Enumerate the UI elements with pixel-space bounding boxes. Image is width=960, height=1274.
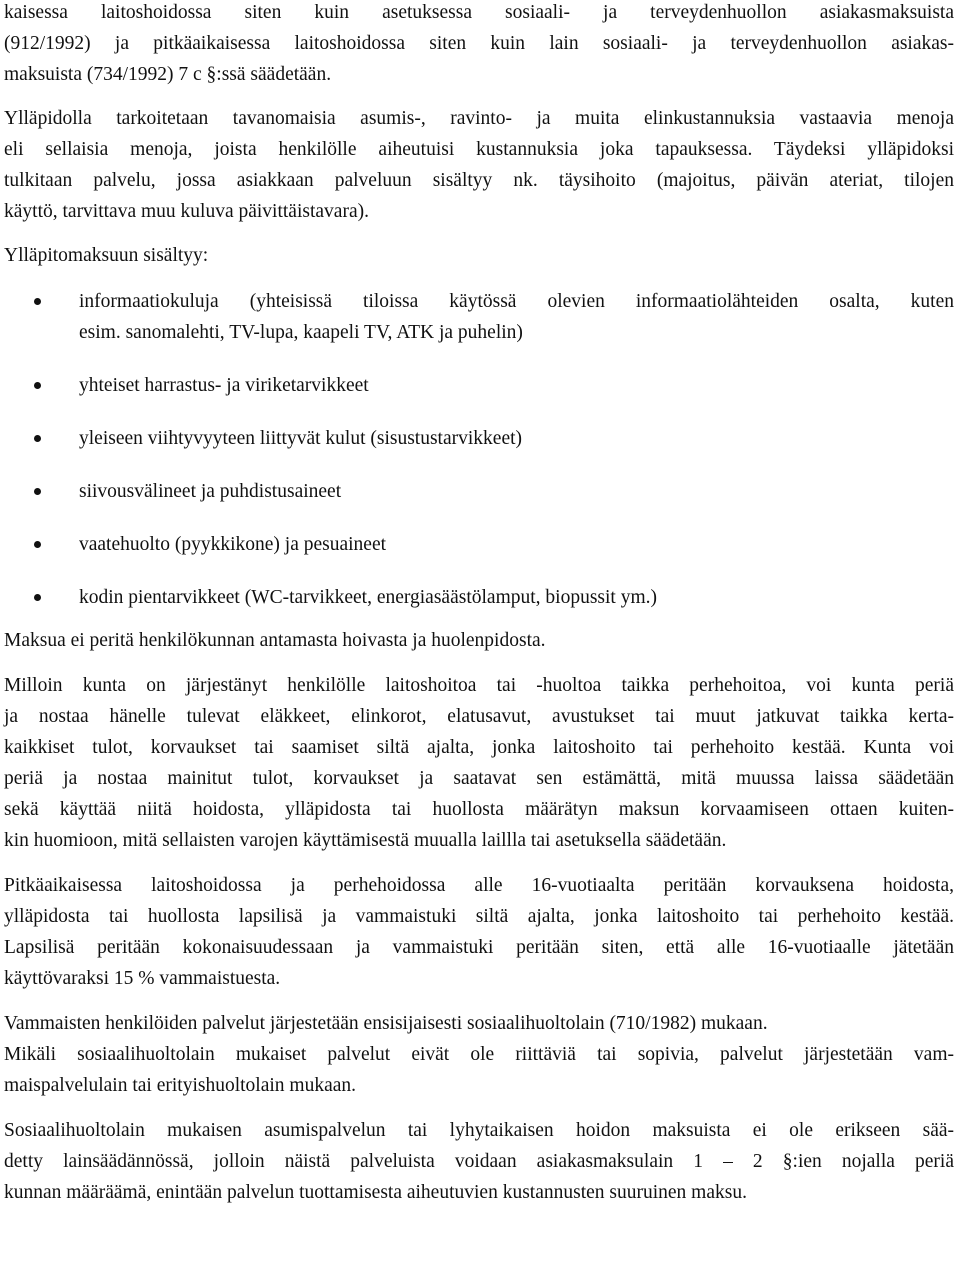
paragraph-municipality-income — [4, 670, 954, 856]
list-item — [4, 582, 954, 613]
text-line: Mikäli sosiaalihuoltolain mukaiset palvelut eivät ole riittäviä tai sopivia, palvelut järjestetään vam- — [4, 1044, 954, 1065]
text-line: maksuista (734/1992) 7 c §:ssä säädetään. — [4, 64, 332, 85]
text-line: ja nostaa hänelle tulevat eläkkeet, elinkorot, elatusavut, avustukset tai muut jatkuvat taikka kerta- — [4, 706, 954, 727]
list-item — [4, 529, 954, 560]
list-item-text: siivousvälineet ja puhdistusaineet — [79, 481, 342, 502]
paragraph-includes-heading — [4, 240, 954, 271]
text-line: Ylläpidolla tarkoitetaan tavanomaisia asumis-, ravinto- ja muita elinkustannuksia vastaavia menoja — [4, 108, 954, 129]
list-item — [4, 286, 954, 348]
list-item — [4, 370, 954, 401]
document-page — [4, 0, 954, 1208]
included-items-list — [4, 286, 954, 613]
bullet-icon — [34, 435, 41, 442]
text-line: periä ja nostaa mainitut tulot, korvaukset ja saatavat sen estämättä, mitä muussa laissa säädetään — [4, 768, 954, 789]
text-line: Ylläpitomaksuun sisältyy: — [4, 245, 209, 266]
text-line: Milloin kunta on järjestänyt henkilölle laitoshoitoa tai -huoltoa taikka perhehoitoa, voi kunta periä — [4, 675, 954, 696]
list-item-text: yleiseen viihtyvyyteen liittyvät kulut (sisustustarvikkeet) — [79, 428, 523, 449]
paragraph-intro — [4, 0, 954, 90]
text-line: Vammaisten henkilöiden palvelut järjestetään ensisijaisesti sosiaalihuoltolain (710/1982) mukaan. — [4, 1013, 768, 1034]
text-line: kunnan määräämä, enintään palvelun tuottamisesta aiheutuvien kustannusten suuruinen maksu. — [4, 1182, 747, 1203]
text-line: kin huomioon, mitä sellaisten varojen käyttämisestä muualla laillla tai asetuksella säädetään. — [4, 830, 727, 851]
text-line: sekä käyttää niitä hoidosta, ylläpidosta tai huollosta määrätyn maksun korvaamiseen ottaen kuiten- — [4, 799, 954, 820]
list-item-text: esim. sanomalehti, TV-lupa, kaapeli TV, ATK ja puhelin) — [79, 322, 523, 343]
list-item — [4, 476, 954, 507]
list-item — [4, 423, 954, 454]
list-item-text: kodin pientarvikkeet (WC-tarvikkeet, energiasäästölamput, biopussit ym.) — [79, 587, 657, 608]
list-item-text: vaatehuolto (pyykkikone) ja pesuaineet — [79, 534, 387, 555]
paragraph-under-16 — [4, 870, 954, 994]
text-line: kaikkiset tulot, korvaukset tai saamiset siltä ajalta, jonka laitoshoito tai perhehoito kestää. Kunta voi — [4, 737, 954, 758]
paragraph-disability-services — [4, 1008, 954, 1101]
text-line: Sosiaalihuoltolain mukaisen asumispalvelun tai lyhytaikaisen hoidon maksuista ei ole erikseen sää- — [4, 1120, 954, 1141]
text-line: Maksua ei peritä henkilökunnan antamasta hoivasta ja huolenpidosta. — [4, 630, 546, 651]
list-item-text: yhteiset harrastus- ja viriketarvikkeet — [79, 375, 369, 396]
bullet-icon — [34, 382, 41, 389]
text-line: Pitkäaikaisessa laitoshoidossa ja perhehoidossa alle 16-vuotiaalta peritään korvauksena hoidosta, — [4, 875, 954, 896]
list-item-text: informaatiokuluja (yhteisissä tiloissa käytössä olevien informaatiolähteiden osalta, kuten — [79, 291, 954, 312]
text-line: käyttövaraksi 15 % vammaistuesta. — [4, 968, 281, 989]
text-line: maispalvelulain tai erityishuoltolain mukaan. — [4, 1075, 356, 1096]
text-line: (912/1992) ja pitkäaikaisessa laitoshoidossa siten kuin lain sosiaali- ja terveydenhuollon asiakas- — [4, 33, 954, 54]
text-line: detty lainsäädännössä, jolloin näistä palveluista voidaan asiakasmaksulain 1 – 2 §:ien nojalla periä — [4, 1151, 954, 1172]
bullet-icon — [34, 541, 41, 548]
paragraph-upkeep-definition — [4, 103, 954, 227]
text-line: kaisessa laitoshoidossa siten kuin asetuksessa sosiaali- ja terveydenhuollon asiakasmaksuista — [4, 2, 954, 23]
text-line: käyttö, tarvittava muu kuluva päivittäistavara). — [4, 201, 369, 222]
paragraph-housing-service-fees — [4, 1115, 954, 1208]
text-line: Lapsilisä peritään kokonaisuudessaan ja vammaistuki peritään siten, että alle 16-vuotiaalle jätetään — [4, 937, 954, 958]
bullet-icon — [34, 298, 41, 305]
bullet-icon — [34, 488, 41, 495]
text-line: ylläpidosta tai huollosta lapsilisä ja vammaistuki siltä ajalta, jonka laitoshoito tai perhehoito kestää. — [4, 906, 954, 927]
text-line: tulkitaan palvelu, jossa asiakkaan palveluun sisältyy nk. täysihoito (majoitus, päivän ateriat, tilojen — [4, 170, 954, 191]
bullet-icon — [34, 594, 41, 601]
text-line: eli sellaisia menoja, joista henkilölle aiheutuisi kustannuksia joka tapauksessa. Täydeksi ylläpidoksi — [4, 139, 954, 160]
paragraph-care-not-charged — [4, 625, 954, 656]
